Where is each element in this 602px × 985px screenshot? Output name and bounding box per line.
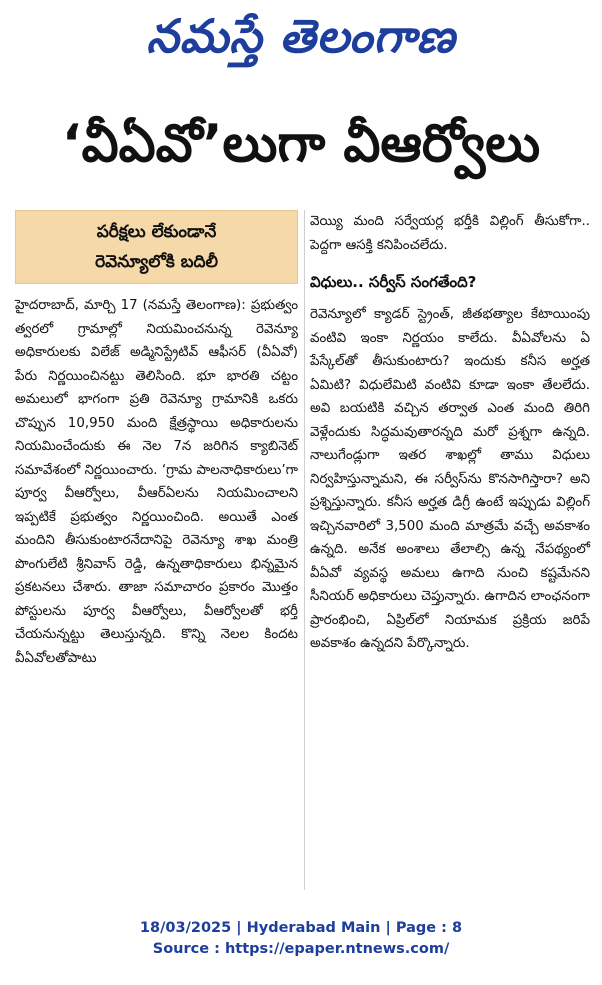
left-paragraph: హైదరాబాద్‌, మార్చి 17 (నమస్తే తెలంగాణ): ప్రభుత్వం త్వరలో గ్రామాల్లో నియమించనున్న రెవెన్యూ అధికారులకు విలేజ్‌ అడ్మినిస్ట్రేటివ్‌ ఆఫీసర్‌ (వీఏవో) పేరు నిర్ణయించినట్టు తెలిసింది. భూ భారతి చట్టం అమలులో భాగంగా ప్రతి రెవెన్యూ గ్రామానికి ఒకరు చొప్పున 10,950 మంది క్షేత్రస్థాయి అధికారులను నియమించేందుకు ఈ నెల 7న జరిగిన క్యాబినెట్‌ సమావేశంలో నిర్ణయించారు. ‘గ్రామ పాలనాధికారులు’గా పూర్వ వీఆర్వోలు, వీఆర్‌ఏలను నియమించాలని ఇప్పటికే ప్రభుత్వం నిర్ణయించింది. అయితే ఎంత మందిని తీసుకుంటారనేదానిపై రెవెన్యూ శాఖ మంత్రి పొంగులేటి శ్రీనివాస్‌ రెడ్డి, ఉన్నతాధికారులు భిన్నమైన ప్రకటనలు చేశారు. తాజా సమాచారం ప్రకారం మొత్తం పోస్టులను పూర్వ వీఆర్వోలు, వీఆర్వోలతో భర్తీ చేయనున్నట్టు తెలుస్తున్నది. కొన్ని నెలల కిందట వీఏవోలతోపాటు (15, 298, 298, 666)
left-column (15, 210, 298, 670)
article-headline: ‘వీఏవో’లుగా వీఆర్వోలు (61, 114, 541, 174)
subheading-box (15, 210, 298, 284)
subheading-line-2: రెవెన్యూలోకి బదిలీ (95, 252, 218, 272)
column-divider (304, 210, 305, 890)
page-footer (0, 918, 602, 960)
right-column (310, 210, 590, 656)
footer-date-edition: 18/03/2025 | Hyderabad Main | Page : 8 (139, 920, 463, 936)
article-body (10, 210, 592, 900)
footer-source-link[interactable]: Source : https://epaper.ntnews.com/ (152, 941, 450, 957)
right-paragraph-1: వెయ్యి మంది సర్వేయర్ల భర్తీకి విల్లింగ్‌ తీసుకోగా.. పెద్దగా ఆసక్తి కనిపించలేదు. (310, 214, 590, 253)
newspaper-masthead: నమస్తే తెలంగాణ (146, 9, 456, 63)
subheading-line-1: పరీక్షలు లేకుండానే (96, 222, 217, 242)
right-paragraph-2: రెవెన్యూలో క్యాడర్‌ స్ట్రెంత్‌, జీతభత్యాల కేటాయింపు వంటివి ఇంకా నిర్ణయం కాలేదు. వీఏవోలను ఏ పేస్కేల్‌తో తీసుకుంటారు? ఇందుకు కనీస అర్హత ఏమిటి? విధులేమిటి వంటివి కూడా ఇంకా తేలలేదు. అవి బయటికి వచ్చిన తర్వాత ఎంత మంది తిరిగి వెళ్లేందుకు సిద్ధమవుతారన్నది మరో ప్రశ్నగా ఉన్నది. నాలుగేండ్లుగా ఇతర శాఖల్లో తాము విధులు నిర్వహిస్తున్నామని, ఈ సర్వీస్‌ను కొనసాగిస్తారా? అని ప్రశ్నిస్తున్నారు. కనీస అర్హత డిగ్రీ ఉంటే ఇప్పుడు విల్లింగ్‌ ఇచ్చినవారిలో 3,500 మంది మాత్రమే వచ్చే అవకాశం ఉన్నది. అనేక అంశాలు తేలాల్సి ఉన్న నేపథ్యంలో వీఏవో వ్యవస్థ అమలు ఉగాది నుంచి కష్టమేనని సీనియర్‌ అధికారులు చెప్తున్నారు. ఉగాదిన లాంఛనంగా ప్రారంభించి, ఏప్రిల్‌లో నియామక ప్రక్రియ జరిపే అవకాశం ఉన్నదని పేర్కొన్నారు. (310, 307, 590, 651)
section-heading: విధులు.. సర్వీస్‌ సంగతేంది? (310, 273, 477, 291)
